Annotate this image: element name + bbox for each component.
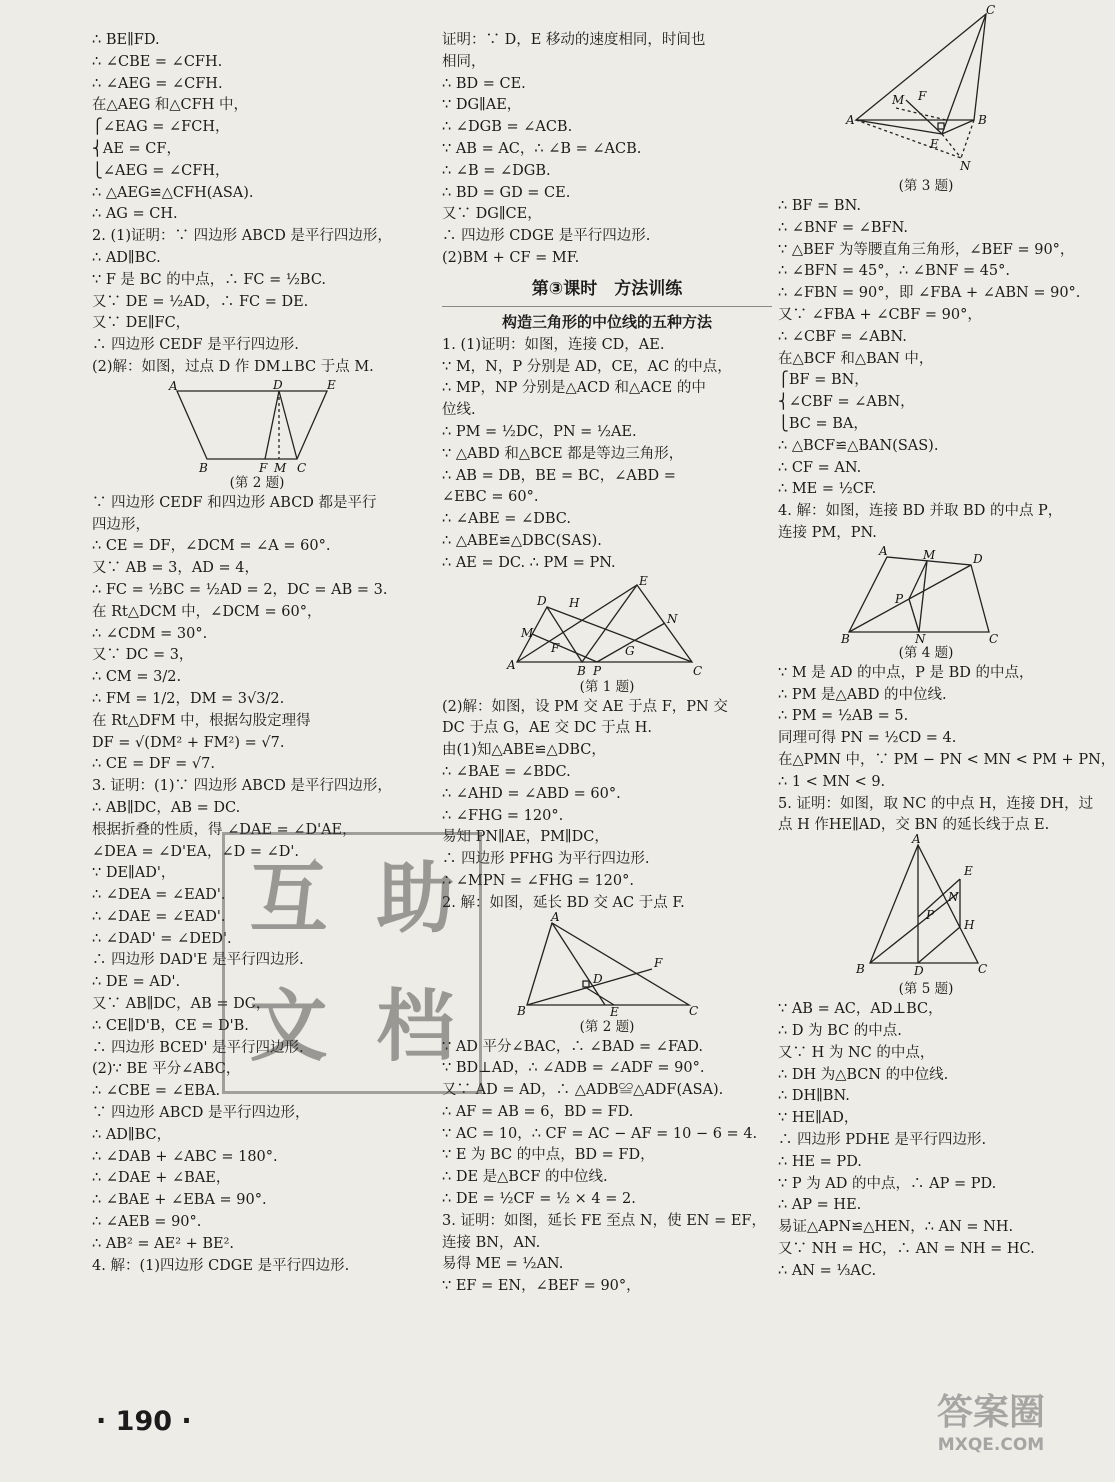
text-line: 又∵ DG∥CE， bbox=[442, 206, 542, 223]
text-line: ∴ CM = 3/2. bbox=[92, 669, 182, 686]
text-line: ∴ ∠CDM = 30°. bbox=[92, 625, 208, 642]
text-line: ∴ DE = AD'. bbox=[92, 974, 181, 991]
text-line: (2)解：如图，过点 D 作 DM⊥BC 于点 M. bbox=[92, 358, 374, 375]
text-line: ∴ ∠CBE = ∠EBA. bbox=[92, 1083, 221, 1100]
text-line: ∴ ∠MPN = ∠FHG = 120°. bbox=[442, 872, 634, 889]
text-line: ∴ 四边形 DAD'E 是平行四边形. bbox=[92, 952, 304, 969]
text-block bbox=[442, 30, 772, 270]
text-line: ∴ ME = ½CF. bbox=[778, 481, 877, 498]
text-line: DF = √(DM² + FM²) = √7. bbox=[92, 734, 285, 751]
text-line: ∴ DH 为△BCN 的中位线. bbox=[778, 1066, 949, 1083]
stamp-char: 互 bbox=[249, 854, 328, 944]
text-line: ∴ PM = ½DC，PN = ½AE. bbox=[442, 423, 637, 440]
text-line: 根据折叠的性质，得 ∠DAE = ∠D'AE， bbox=[92, 821, 357, 838]
text-line: ∴ 1 < MN < 9. bbox=[778, 773, 886, 790]
page-number: · 190 · bbox=[96, 1406, 192, 1437]
svg-text:A: A bbox=[169, 378, 178, 393]
text-line: ∠EBC = 60°. bbox=[442, 489, 539, 506]
svg-text:N: N bbox=[915, 631, 926, 646]
text-line: (2)∵ BE 平分∠ABC， bbox=[92, 1061, 241, 1078]
isosceles-triangle-diagram bbox=[856, 832, 996, 979]
figure-2-parallelogram bbox=[92, 377, 422, 493]
text-line: (2)解：如图，设 PM 交 AE 于点 F，PN 交 bbox=[442, 698, 728, 715]
text-line: ⎧∠EAG = ∠FCH， bbox=[92, 119, 230, 136]
text-line: 2. 解：如图，延长 BD 交 AC 于点 F. bbox=[442, 894, 685, 911]
svg-text:B: B bbox=[517, 1003, 526, 1018]
svg-text:C: C bbox=[989, 631, 999, 646]
text-line: ∴ AN = ⅓AC. bbox=[778, 1262, 877, 1279]
text-line: ⎩BC = BA， bbox=[778, 415, 868, 432]
text-line: ∴ BE∥FD. bbox=[92, 32, 160, 48]
text-line: 在△BCF 和△BAN 中， bbox=[778, 350, 934, 367]
svg-text:D: D bbox=[273, 377, 283, 392]
text-line: ∴ CF = AN. bbox=[778, 459, 862, 476]
svg-text:A: A bbox=[879, 543, 888, 558]
text-line: 在△PMN 中，∵ PM − PN < MN < PM + PN， bbox=[778, 751, 1115, 768]
text-line: ∵ F 是 BC 的中点，∴ FC = ½BC. bbox=[92, 271, 327, 288]
text-line: ∴ ∠BAE + ∠EBA = 90°. bbox=[92, 1192, 267, 1209]
svg-text:E: E bbox=[964, 864, 973, 879]
text-line: ∴ DH∥BN. bbox=[778, 1088, 850, 1105]
svg-text:P: P bbox=[593, 663, 602, 678]
text-line: ∴ AB∥DC，AB = DC. bbox=[92, 799, 241, 816]
text-line: ∵ BD⊥AD，∴ ∠ADB = ∠ADF = 90°. bbox=[442, 1060, 705, 1077]
column-right bbox=[778, 3, 1115, 1282]
text-line: ∴ HE = PD. bbox=[778, 1153, 862, 1170]
text-line: 位线. bbox=[442, 402, 476, 419]
svg-text:A: A bbox=[912, 832, 921, 847]
svg-text:E: E bbox=[930, 137, 939, 151]
text-line: ∴ ∠FBN = 90°，即 ∠FBA + ∠ABN = 90°. bbox=[778, 285, 1081, 302]
figure-caption: (第 2 题) bbox=[579, 1018, 635, 1035]
text-line: ∴ ∠DAE = ∠EAD'. bbox=[92, 908, 226, 925]
text-line: ∴ 四边形 CEDF 是平行四边形. bbox=[92, 337, 299, 354]
svg-text:E: E bbox=[610, 1004, 619, 1019]
figure-1-triangles bbox=[442, 573, 772, 697]
text-line: 点 H 作HE∥AD，交 BN 的延长线于点 E. bbox=[778, 817, 1050, 834]
text-line: ∵ M，N，P 分别是 AD，CE，AC 的中点， bbox=[442, 358, 732, 375]
text-line: 由(1)知△ABE≌△DBC， bbox=[442, 742, 606, 759]
text-line: ∴ D 为 BC 的中点. bbox=[778, 1022, 902, 1039]
text-line: ∴ CE = DF = √7. bbox=[92, 756, 216, 773]
text-line: ∴ CE = DF，∠DCM = ∠A = 60°. bbox=[92, 538, 331, 555]
text-line: ∴ BD = GD = CE. bbox=[442, 184, 571, 201]
text-line: 5. 证明：如图，取 NC 的中点 H，连接 DH，过 bbox=[778, 795, 1094, 812]
text-line: ∵ AB = AC，AD⊥BC， bbox=[778, 1001, 943, 1018]
parallelogram-diagram bbox=[167, 377, 347, 475]
text-line: 在 Rt△DFM 中，根据勾股定理得 bbox=[92, 712, 311, 729]
svg-text:D: D bbox=[973, 551, 983, 566]
svg-text:C: C bbox=[693, 663, 703, 678]
svg-text:F: F bbox=[259, 460, 268, 475]
text-line: 4. 解：(1)四边形 CDGE 是平行四边形. bbox=[92, 1257, 350, 1274]
figure-2-triangle bbox=[442, 909, 772, 1037]
text-line: DC 于点 G，AE 交 DC 于点 H. bbox=[442, 720, 652, 737]
text-line: ∵ 四边形 ABCD 是平行四边形， bbox=[92, 1105, 310, 1122]
text-block bbox=[778, 663, 1115, 837]
svg-text:C: C bbox=[689, 1003, 699, 1018]
text-line: 易得 ME = ½AN. bbox=[442, 1256, 564, 1273]
text-line: ∴ ∠AHD = ∠ABD = 60°. bbox=[442, 785, 621, 802]
text-line: ∴ CE∥D'B，CE = D'B. bbox=[92, 1017, 249, 1034]
svg-text:C: C bbox=[986, 3, 996, 17]
text-line: 同理可得 PN = ½CD = 4. bbox=[778, 730, 957, 747]
svg-text:C: C bbox=[297, 460, 307, 475]
text-line: ∴ AP = HE. bbox=[778, 1197, 862, 1214]
text-line: ∵ P 为 AD 的中点，∴ AP = PD. bbox=[778, 1175, 997, 1192]
text-line: 1. (1)证明：如图，连接 CD，AE. bbox=[442, 336, 665, 353]
svg-text:B: B bbox=[841, 631, 850, 646]
right-triangle-diagram bbox=[846, 3, 1006, 176]
text-line: ∴ MP，NP 分别是△ACD 和△ACE 的中 bbox=[442, 380, 706, 397]
column-left bbox=[92, 30, 422, 1277]
text-line: ∴ ∠DEA = ∠EAD'. bbox=[92, 887, 226, 904]
text-line: ∵ AC = 10，∴ CF = AC − AF = 10 − 6 = 4. bbox=[442, 1125, 758, 1142]
text-block bbox=[442, 1037, 772, 1299]
text-line: 证明：∵ D，E 移动的速度相同，时间也 bbox=[442, 32, 706, 48]
site-watermark-logo bbox=[908, 1392, 1074, 1456]
text-line: ∴ DE = ½CF = ½ × 4 = 2. bbox=[442, 1191, 636, 1208]
text-block bbox=[442, 335, 772, 575]
svg-text:M: M bbox=[521, 625, 534, 640]
text-line: ∴ AB² = AE² + BE². bbox=[92, 1235, 235, 1252]
figure-3-pyramid bbox=[778, 3, 1074, 196]
svg-text:E: E bbox=[639, 573, 648, 588]
text-block bbox=[778, 999, 1074, 1282]
text-line: ∴ ∠AEB = 90°. bbox=[92, 1214, 202, 1231]
svg-text:M: M bbox=[274, 460, 287, 475]
svg-text:P: P bbox=[926, 908, 935, 923]
text-line: ∴ 四边形 PFHG 为平行四边形. bbox=[442, 851, 650, 868]
text-line: (2)BM + CF = MF. bbox=[442, 249, 580, 266]
text-line: ∴ AD∥BC. bbox=[92, 249, 161, 266]
text-line: ∴ ∠DGB = ∠ACB. bbox=[442, 119, 573, 136]
text-line: ∴ FC = ½BC = ½AD = 2，DC = AB = 3. bbox=[92, 581, 388, 598]
text-line: ∴ ∠BNF = ∠BFN. bbox=[778, 219, 908, 236]
figure-caption: (第 1 题) bbox=[579, 678, 635, 695]
stamp-char: 档 bbox=[376, 982, 455, 1072]
text-line: 又∵ DE = ½AD，∴ FC = DE. bbox=[92, 293, 309, 310]
figure-caption: (第 5 题) bbox=[898, 981, 954, 998]
text-line: 又∵ DE∥FC， bbox=[92, 315, 191, 332]
text-line: ∴ ∠BAE = ∠BDC. bbox=[442, 763, 571, 780]
text-line: ∴ 四边形 CDGE 是平行四边形. bbox=[442, 228, 651, 245]
text-line: ∵ M 是 AD 的中点，P 是 BD 的中点， bbox=[778, 664, 1034, 681]
text-line: ∴ ∠DAD' = ∠DED'. bbox=[92, 930, 232, 947]
column-middle bbox=[442, 30, 772, 1298]
logo-text: 答案圈 bbox=[936, 1392, 1045, 1433]
text-line: ∴ ∠CBE = ∠CFH. bbox=[92, 53, 223, 70]
text-line: ∴ △ABE≌△DBC(SAS). bbox=[442, 532, 602, 549]
text-line: 四边形， bbox=[92, 516, 150, 533]
text-block bbox=[778, 196, 1081, 545]
svg-text:D: D bbox=[914, 964, 924, 979]
svg-text:P: P bbox=[895, 591, 904, 606]
svg-text:M: M bbox=[923, 547, 936, 562]
text-line: ∴ △BCF≌△BAN(SAS). bbox=[778, 437, 939, 454]
text-line: ∴ AG = CH. bbox=[92, 206, 178, 223]
svg-text:N: N bbox=[667, 611, 678, 626]
figure-caption: (第 4 题) bbox=[898, 644, 954, 661]
text-line: ∴ AF = AB = 6，BD = FD. bbox=[442, 1103, 634, 1120]
text-line: ∴ AB = DB，BE = BC，∠ABD = bbox=[442, 467, 676, 484]
text-block bbox=[92, 493, 422, 1278]
text-line: ∴ BD = CE. bbox=[442, 75, 526, 92]
text-line: ∵ AB = AC，∴ ∠B = ∠ACB. bbox=[442, 140, 642, 157]
svg-text:G: G bbox=[625, 643, 635, 658]
svg-text:N: N bbox=[960, 159, 971, 173]
figure-4-quadrilateral bbox=[778, 543, 1074, 663]
text-line: 连接 PM，PN. bbox=[778, 524, 877, 541]
text-line: ⎨∠CBF = ∠ABN， bbox=[778, 394, 915, 411]
text-line: ∴ 四边形 BCED' 是平行四边形. bbox=[92, 1039, 304, 1056]
text-line: ∵ HE∥AD， bbox=[778, 1110, 859, 1127]
text-line: 又∵ DC = 3， bbox=[92, 647, 194, 664]
section-title: 第③课时 方法训练 bbox=[442, 274, 772, 307]
text-line: ∵ 四边形 CEDF 和四边形 ABCD 都是平行 bbox=[92, 494, 377, 511]
text-line: ∵ E 为 BC 的中点，BD = FD， bbox=[442, 1147, 655, 1164]
text-line: ∴ ∠B = ∠DGB. bbox=[442, 162, 551, 179]
text-line: ⎨AE = CF， bbox=[92, 140, 181, 157]
stamp-char: 助 bbox=[376, 854, 455, 944]
text-line: 2. (1)证明：∵ 四边形 ABCD 是平行四边形， bbox=[92, 228, 392, 245]
figure-caption: (第 2 题) bbox=[229, 474, 285, 491]
text-line: 又∵ AD = AD，∴ △ADB≌△ADF(ASA). bbox=[442, 1082, 724, 1099]
text-line: ∴ ∠DAB + ∠ABC = 180°. bbox=[92, 1148, 278, 1165]
text-line: ∠DEA = ∠D'EA，∠D = ∠D'. bbox=[92, 843, 300, 860]
text-line: ∴ 四边形 PDHE 是平行四边形. bbox=[778, 1131, 987, 1148]
equilateral-triangles-diagram bbox=[507, 573, 707, 678]
text-line: ∴ ∠CBF = ∠ABN. bbox=[778, 328, 907, 345]
text-line: ∴ △AEG≌△CFH(ASA). bbox=[92, 184, 254, 201]
text-line: 3. 证明：如图，延长 FE 至点 N，使 EN = EF， bbox=[442, 1212, 766, 1229]
svg-text:A: A bbox=[507, 657, 516, 672]
text-line: 又∵ AB∥DC，AB = DC， bbox=[92, 996, 271, 1013]
text-line: ∴ ∠FHG = 120°. bbox=[442, 807, 564, 824]
svg-text:A: A bbox=[551, 909, 560, 924]
svg-text:B: B bbox=[577, 663, 586, 678]
text-line: ∴ ∠AEG = ∠CFH. bbox=[92, 75, 223, 92]
text-line: ⎩∠AEG = ∠CFH， bbox=[92, 162, 230, 179]
figure-5-isosceles bbox=[778, 832, 1074, 999]
svg-text:M: M bbox=[892, 93, 905, 107]
text-line: ∵ DE∥AD'， bbox=[92, 865, 176, 882]
triangle-bisector-diagram bbox=[517, 909, 699, 1019]
svg-text:A: A bbox=[846, 113, 855, 127]
text-line: 连接 BN，AN. bbox=[442, 1234, 541, 1251]
text-line: ∴ PM = ½AB = 5. bbox=[778, 708, 909, 725]
text-line: ∴ DE 是△BCF 的中位线. bbox=[442, 1169, 608, 1186]
text-line: 易知 PN∥AE，PM∥DC， bbox=[442, 829, 609, 846]
subsection-title: 构造三角形的中位线的五种方法 bbox=[501, 312, 712, 331]
text-line: ∴ BF = BN. bbox=[778, 198, 861, 214]
svg-text:B: B bbox=[978, 113, 987, 127]
svg-text:C: C bbox=[978, 962, 988, 977]
svg-text:F: F bbox=[918, 89, 927, 103]
svg-text:E: E bbox=[327, 377, 336, 392]
text-line: ∴ ∠ABE = ∠DBC. bbox=[442, 511, 571, 528]
text-line: ∵ AD 平分∠BAC，∴ ∠BAD = ∠FAD. bbox=[442, 1038, 703, 1055]
text-block bbox=[442, 697, 772, 915]
text-line: ∴ ∠BFN = 45°，∴ ∠BNF = 45°. bbox=[778, 263, 1011, 280]
quadrilateral-diagram bbox=[841, 543, 1011, 646]
text-line: 在 Rt△DCM 中，∠DCM = 60°， bbox=[92, 603, 322, 620]
svg-text:N: N bbox=[948, 890, 959, 905]
text-line: 又∵ H 为 NC 的中点， bbox=[778, 1044, 935, 1061]
text-line: ∵ EF = EN，∠BEF = 90°， bbox=[442, 1278, 641, 1295]
svg-text:H: H bbox=[569, 595, 580, 610]
svg-text:F: F bbox=[654, 955, 663, 970]
svg-text:B: B bbox=[856, 962, 865, 977]
text-line: 又∵ AB = 3，AD = 4， bbox=[92, 560, 260, 577]
svg-text:B: B bbox=[199, 460, 208, 475]
text-line: ∴ AE = DC. ∴ PM = PN. bbox=[442, 554, 616, 571]
text-line: ∵ DG∥AE， bbox=[442, 97, 522, 114]
text-line: ⎧BF = BN， bbox=[778, 372, 869, 389]
text-line: ∵ △BEF 为等腰直角三角形，∠BEF = 90°， bbox=[778, 241, 1075, 258]
svg-text:F: F bbox=[551, 640, 560, 655]
text-line: 在△AEG 和△CFH 中， bbox=[92, 97, 248, 114]
text-line: ∴ PM 是△ABD 的中位线. bbox=[778, 686, 947, 703]
text-line: ∵ △ABD 和△BCE 都是等边三角形， bbox=[442, 445, 684, 462]
text-block bbox=[92, 30, 422, 379]
svg-text:D: D bbox=[537, 593, 547, 608]
text-line: 又∵ ∠FBA + ∠CBF = 90°， bbox=[778, 306, 982, 323]
text-line: 又∵ NH = HC，∴ AN = NH = HC. bbox=[778, 1240, 1035, 1257]
logo-url: MXQE.COM bbox=[937, 1435, 1045, 1455]
text-line: ∴ ∠DAE + ∠BAE， bbox=[92, 1170, 231, 1187]
text-line: 易证△APN≌△HEN，∴ AN = NH. bbox=[778, 1219, 1014, 1236]
text-line: 4. 解：如图，连接 BD 并取 BD 的中点 P， bbox=[778, 503, 1063, 520]
text-line: 3. 证明：(1)∵ 四边形 ABCD 是平行四边形， bbox=[92, 778, 392, 795]
text-line: 相同， bbox=[442, 53, 486, 70]
stamp-char: 文 bbox=[249, 982, 328, 1072]
text-line: ∴ AD∥BC， bbox=[92, 1126, 172, 1143]
figure-caption: (第 3 题) bbox=[898, 178, 954, 194]
svg-text:D: D bbox=[593, 971, 603, 986]
text-line: ∴ FM = 1/2，DM = 3√3/2. bbox=[92, 690, 285, 707]
svg-text:H: H bbox=[964, 918, 975, 933]
